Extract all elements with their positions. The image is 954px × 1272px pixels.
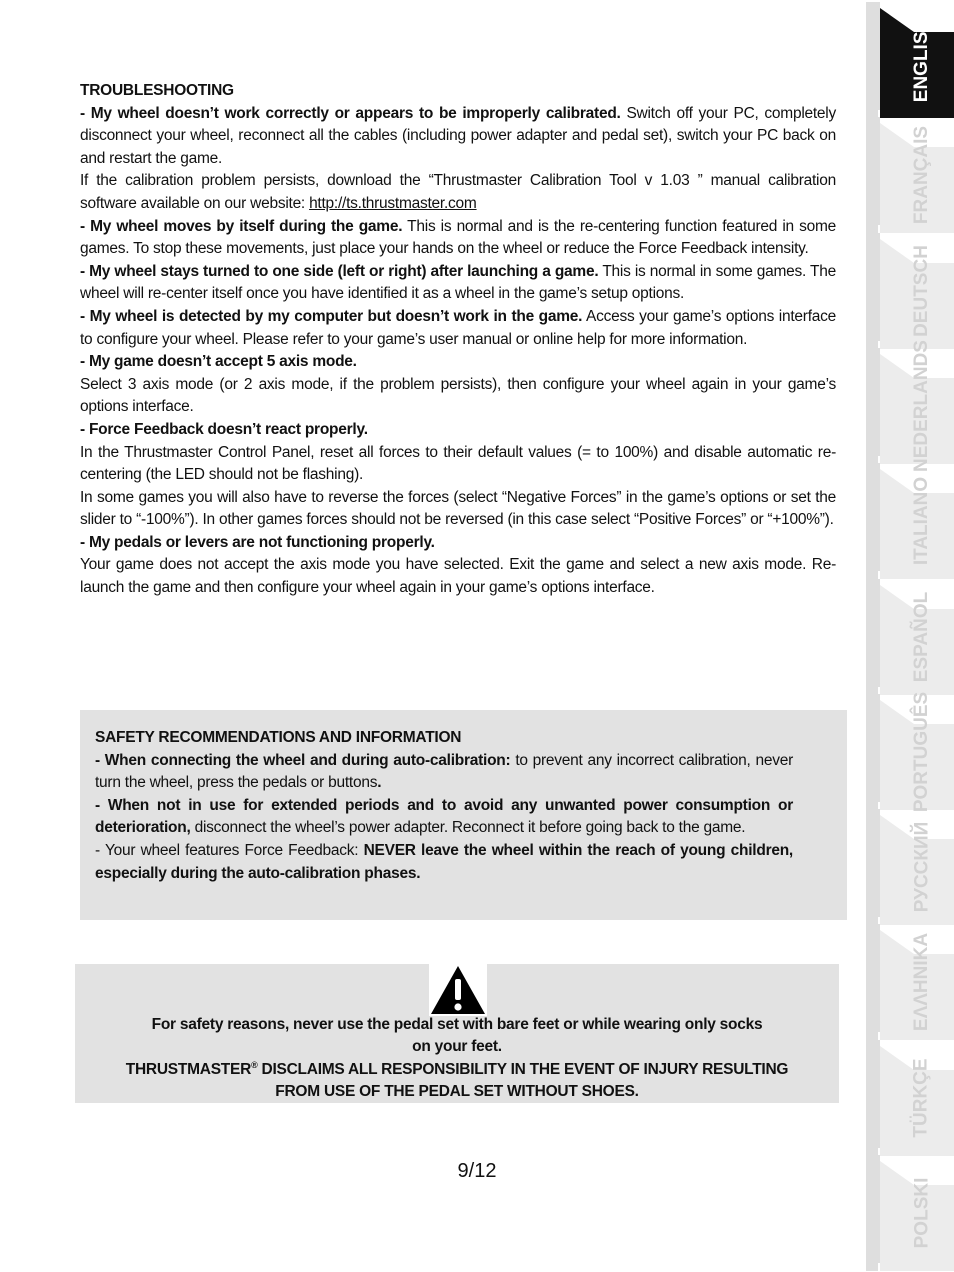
safety-box [80, 710, 847, 920]
warning-triangle-icon [429, 964, 487, 1016]
language-tab-label: FRANÇAIS [911, 126, 933, 225]
language-tab-label: PORTUGUÊS [911, 691, 933, 812]
language-tab-2[interactable] [866, 233, 954, 349]
warning-line-3: THRUSTMASTER® DISCLAIMS ALL RESPONSIBILITY IN THE EVENT OF INJURY RESULTING [125, 1059, 789, 1078]
language-tab-6[interactable] [866, 691, 954, 812]
language-tab-7[interactable] [866, 809, 954, 925]
ts-item-7: Select 3 axis mode (or 2 axis mode, if the problem persists), then configure your wheel again in your game’s options interface. [80, 375, 836, 416]
warning-line-4: FROM USE OF THE PEDAL SET WITHOUT SHOES. [275, 1083, 639, 1101]
warning-box [75, 964, 839, 1103]
language-sidebar [866, 0, 954, 1272]
ts-item-5: - My wheel is detected by my computer but doesn’t work in the game. Access your game’s options interface to configure your wheel. Please refer to your game’s user manual or online help for more information. [80, 307, 836, 348]
ts-item-4: - My wheel stays turned to one side (left or right) after launching a game. This is normal in some games. The wheel will re-center itself once you have identified it as a wheel in the game’s setup options. [80, 262, 836, 303]
language-tab-1[interactable] [866, 117, 954, 233]
ts-item-1: - My wheel doesn’t work correctly or appears to be improperly calibrated. Switch off your PC, completely disconnect your wheel, reconnect all the cables (including power adapter and pedal set), switch your PC back on and restart the game. [80, 104, 836, 167]
safety-heading: SAFETY RECOMMENDATIONS AND INFORMATION [95, 729, 462, 746]
ts-item-11: - My pedals or levers are not functioning properly. [80, 533, 435, 551]
language-tab-label: ESPAÑOL [911, 591, 932, 682]
language-tab-label: РУССКИЙ [911, 821, 932, 913]
ts-item-6: - My game doesn’t accept 5 axis mode. [80, 353, 357, 371]
language-tab-8[interactable] [866, 924, 954, 1040]
language-tab-label: ΕΛΛΗΝΙΚΑ [911, 933, 932, 1032]
safety-paragraph-3: - Your wheel features Force Feedback: NEVER leave the wheel within the reach of young children, especially during the auto-calibration phases. [95, 841, 793, 882]
ts-item-12: Your game does not accept the axis mode you have selected. Exit the game and select a new axis mode. Re-launch the game and then configure your wheel again in your game’s options interface. [80, 556, 836, 597]
language-tab-3[interactable] [866, 339, 954, 472]
language-tab-label: ITALIANO [911, 477, 932, 566]
language-tab-0[interactable] [866, 2, 954, 118]
safety-paragraph-1: - When connecting the wheel and during auto-calibration: to prevent any incorrect calibration, never turn the wheel, press the pedals or buttons. [95, 751, 793, 792]
ts-item-3: - My wheel moves by itself during the game. This is normal and is the re-centering function featured in some games. To stop these movements, just place your hands on the wheel or reduce the Force Feedback intensity. [80, 217, 836, 258]
language-tab-label: ENGLISH [911, 17, 933, 103]
ts-item-8: - Force Feedback doesn’t react properly. [80, 420, 368, 438]
language-tab-5[interactable] [866, 579, 954, 695]
troubleshooting-section [80, 80, 836, 600]
troubleshooting-heading: TROUBLESHOOTING [80, 82, 234, 99]
language-tab-label: NEDERLANDS [911, 339, 933, 472]
language-tab-10[interactable] [866, 1155, 954, 1271]
language-tab-label: DEUTSCH [911, 244, 932, 337]
language-tab-label: POLSKI [911, 1177, 933, 1249]
language-tab-9[interactable] [866, 1040, 954, 1156]
language-tab-4[interactable] [866, 463, 954, 579]
ts-item-2: If the calibration problem persists, download the “Thrustmaster Calibration Tool v 1.03 ” manual calibration software available on our website: http://ts.thrustmaster.com [80, 172, 836, 212]
ts-item-10: In some games you will also have to reverse the forces (select “Negative Forces” in the game’s options or set the slider to “-100%”). In other games forces should not be reversed (in this case select “Positive Forces” or “+100%”). [80, 488, 836, 529]
language-tab-label: TÜRKÇE [911, 1058, 933, 1138]
warning-line-2: on your feet. [412, 1038, 502, 1056]
ts-item-9: In the Thrustmaster Control Panel, reset all forces to their default values (= to 100%) and disable automatic re-centering (the LED should not be flashing). [80, 443, 836, 484]
page-number: 9/12 [457, 1160, 497, 1182]
website-link[interactable]: http://ts.thrustmaster.com [309, 194, 477, 212]
safety-paragraph-2: - When not in use for extended periods and to avoid any unwanted power consumption or deterioration, disconnect the wheel’s power adapter. Reconnect it before going back to the game. [95, 796, 793, 837]
warning-line-1: For safety reasons, never use the pedal set with bare feet or while wearing only socks [151, 1016, 763, 1033]
